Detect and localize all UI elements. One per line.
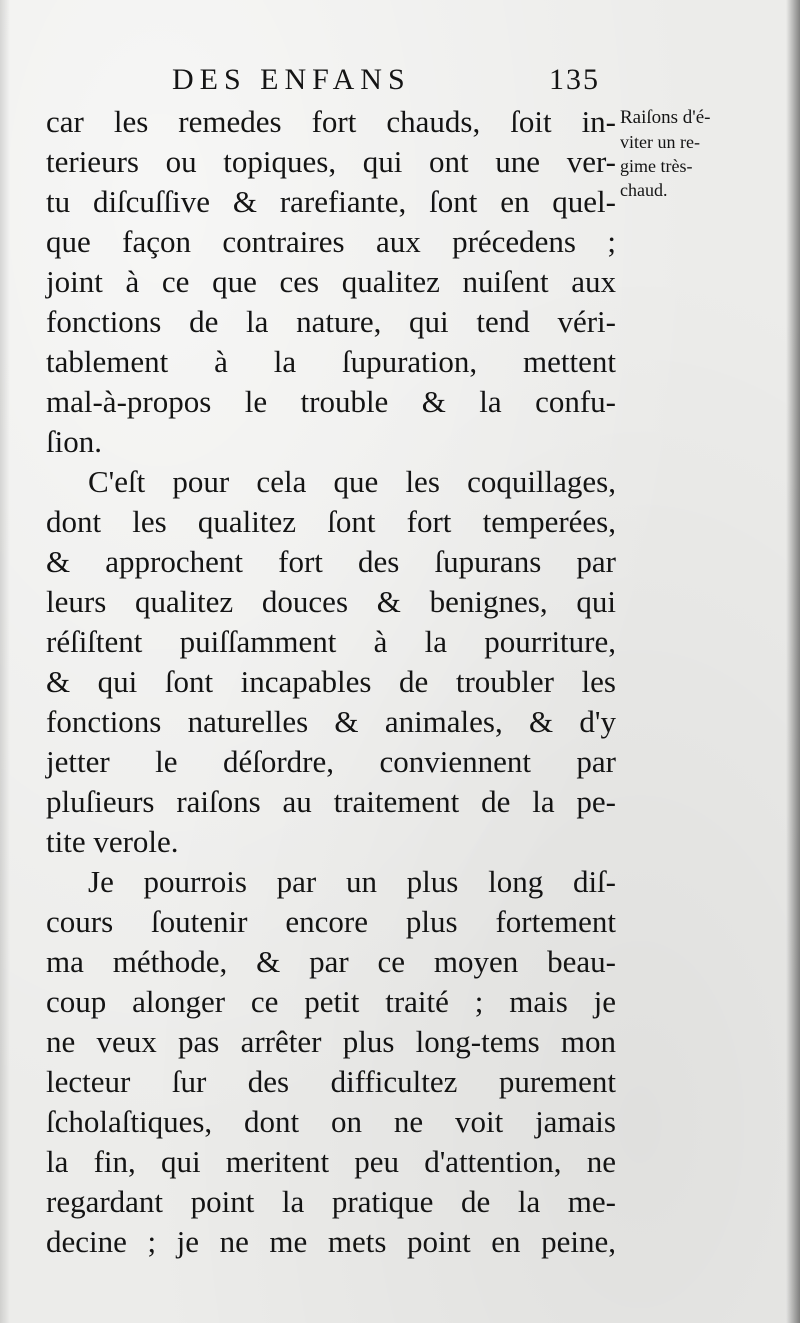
margin-note: [620, 106, 792, 202]
text-line: joint à ce que ces qualitez nuiſent aux: [46, 264, 616, 299]
text-line: & approchent fort des ſupurans par: [46, 544, 616, 579]
running-title: DES ENFANS: [172, 63, 411, 96]
text-line: tablement à la ſupuration, mettent: [46, 344, 616, 379]
text-line: fonctions de la nature, qui tend véri-: [46, 304, 616, 339]
text-line: C'eſt pour cela que les coquillages,: [88, 464, 616, 499]
text-line: ne veux pas arrêter plus long-tems mon: [46, 1024, 616, 1059]
text-line: jetter le déſordre, conviennent par: [46, 744, 616, 779]
text-line: leurs qualitez douces & benignes, qui: [46, 584, 616, 619]
text-line: coup alonger ce petit traité ; mais je: [46, 984, 616, 1019]
text-line: cours ſoutenir encore plus fortement: [46, 904, 616, 939]
text-line: regardant point la pratique de la me-: [46, 1184, 616, 1219]
page-number: 135: [549, 63, 600, 96]
text-line: réſiſtent puiſſamment à la pourriture,: [46, 624, 616, 659]
text-line: lecteur ſur des difficultez purement: [46, 1064, 616, 1099]
margin-note-line: viter un re-: [620, 132, 700, 152]
body-text: [46, 102, 616, 1262]
margin-note-line: chaud.: [620, 180, 668, 200]
text-line: dont les qualitez ſont fort temperées,: [46, 504, 616, 539]
text-line: decine ; je ne me mets point en peine,: [46, 1224, 616, 1259]
text-line: ſion.: [46, 424, 102, 459]
text-line: que façon contraires aux précedens ;: [46, 224, 616, 259]
text-line: Je pourrois par un plus long diſ-: [88, 864, 616, 899]
text-line: fonctions naturelles & animales, & d'y: [46, 704, 616, 739]
text-line: la fin, qui meritent peu d'attention, ne: [46, 1144, 616, 1179]
page-edge-shadow: [786, 0, 800, 1323]
margin-note-line: gime très-: [620, 156, 693, 176]
text-line: terieurs ou topiques, qui ont une ver-: [46, 144, 616, 179]
text-line: ſcholaſtiques, dont on ne voit jamais: [46, 1104, 616, 1139]
running-head: [172, 60, 612, 100]
text-line: ma méthode, & par ce moyen beau-: [46, 944, 616, 979]
text-line: & qui ſont incapables de troubler les: [46, 664, 616, 699]
text-line: car les remedes fort chauds, ſoit in-: [46, 104, 616, 139]
text-line: tite verole.: [46, 824, 179, 859]
text-line: mal-à-propos le trouble & la confu-: [46, 384, 616, 419]
margin-note-line: Raiſons d'é-: [620, 107, 711, 128]
text-line: tu diſcuſſive & rarefiante, ſont en quel-: [46, 184, 616, 219]
page-gutter-shadow: [0, 0, 10, 1323]
text-line: pluſieurs raiſons au traitement de la pe-: [46, 784, 616, 819]
